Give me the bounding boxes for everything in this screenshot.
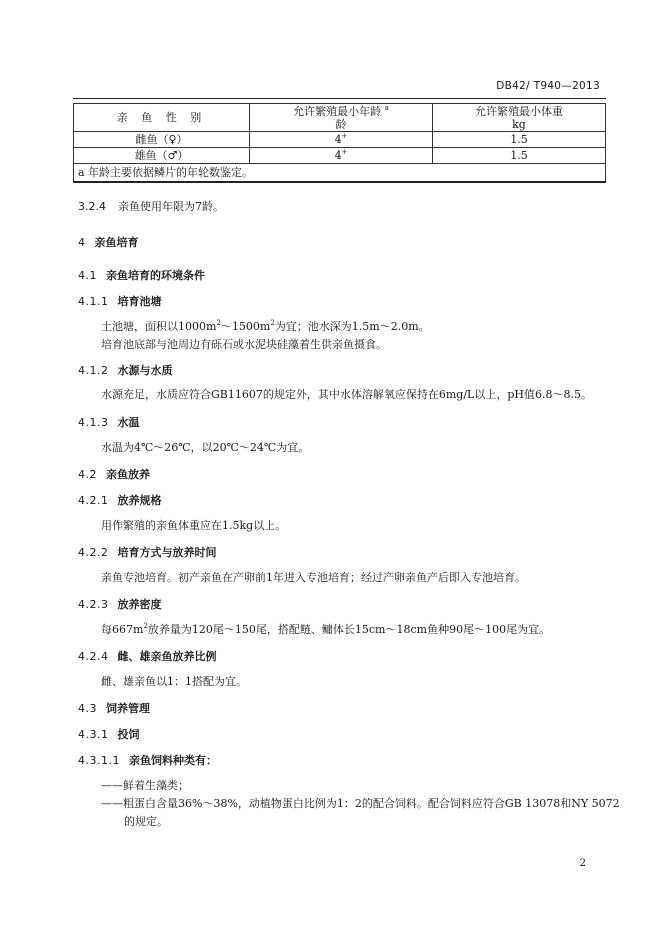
clause-3-2-4: 3.2.4 亲鱼使用年限为7龄。	[78, 200, 224, 213]
heading-4-2-3: 4.2.3 放养密度	[78, 598, 162, 611]
heading-4-1-1: 4.1.1 培育池塘	[78, 295, 162, 308]
heading-4-3-1: 4.3.1 投饲	[78, 728, 140, 741]
cell-age: 4+	[250, 148, 433, 164]
cell-sex: 雄鱼（♂）	[74, 148, 250, 164]
paragraph-pond-bottom: 培育池底部与池周边有砾石或水泥块硅藻着生供亲鱼摄食。	[101, 338, 387, 351]
document-code: DB42/ T940—2013	[496, 80, 600, 92]
header-rule	[73, 98, 606, 99]
page-number: 2	[579, 858, 586, 869]
heading-4-2-2: 4.2.2 培育方式与放养时间	[78, 546, 217, 559]
paragraph-culture-method: 亲鱼专池培育。初产亲鱼在产卵前1年进入专池培育；经过产卵亲鱼产后即入专池培育。	[101, 571, 526, 584]
paragraph-water-temperature: 水温为4℃～26℃，以20℃～24℃为宜。	[101, 441, 310, 454]
cell-weight: 1.5	[433, 132, 606, 148]
heading-4-2-4: 4.2.4 雌、雄亲鱼放养比例	[78, 650, 217, 663]
heading-4-1: 4.1 亲鱼培育的环境条件	[78, 269, 205, 282]
table-row-male	[74, 148, 606, 164]
table-header-row	[74, 104, 606, 132]
heading-4-3-1-1: 4.3.1.1 亲鱼饲料种类有：	[78, 754, 217, 767]
paragraph-stocking-size: 用作繁殖的亲鱼体重应在1.5kg以上。	[101, 519, 287, 532]
table-footnote-row	[74, 164, 606, 183]
list-item-compound-feed: ——粗蛋白含量36%～38%，动植物蛋白比例为1：2的配合饲料。配合饲料应符合GB 13078和NY 5072	[101, 797, 620, 810]
table-row-female	[74, 132, 606, 148]
paragraph-sex-ratio: 雌、雄亲鱼以1：1搭配为宜。	[101, 675, 247, 688]
list-item-algae: ——鲜着生藻类；	[101, 779, 189, 792]
heading-4-2: 4.2 亲鱼放养	[78, 468, 150, 481]
cell-sex: 雌鱼（♀）	[74, 132, 250, 148]
paragraph-water-quality: 水源充足，水质应符合GB11607的规定外，其中水体溶解氧应保持在6mg/L以上，pH值6.8～8.5。	[101, 388, 592, 401]
footnote-marker: a	[384, 103, 389, 112]
col-header-min-weight: 允许繁殖最小体重 kg	[433, 104, 606, 132]
cell-weight: 1.5	[433, 148, 606, 164]
col-header-sex: 亲 鱼 性 别	[74, 104, 250, 132]
broodstock-spec-table	[73, 103, 606, 183]
list-item-compound-feed-cont: 的规定。	[124, 815, 168, 828]
cell-age: 4+	[250, 132, 433, 148]
heading-4-3: 4.3 饲养管理	[78, 702, 150, 715]
col-header-min-age: 允许繁殖最小年龄 $^a$ 龄	[250, 104, 433, 132]
paragraph-pond-area: 土池塘，面积以$1000m^2\sim 1500m^2$为宜；池水深为1.5m～2.0m。	[101, 319, 430, 333]
paragraph-stocking-density: 每$667m^2$放养量为120尾～150尾，搭配鲢、鳙体长15cm～18cm鱼种90尾～100尾为宜。	[101, 622, 551, 636]
heading-4-1-2: 4.1.2 水源与水质	[78, 364, 173, 377]
heading-4-2-1: 4.2.1 放养规格	[78, 494, 162, 507]
heading-4: 4 亲鱼培育	[78, 236, 139, 249]
heading-4-1-3: 4.1.3 水温	[78, 416, 140, 429]
table-footnote: a 年龄主要依据鳞片的年轮数鉴定。	[74, 164, 606, 183]
